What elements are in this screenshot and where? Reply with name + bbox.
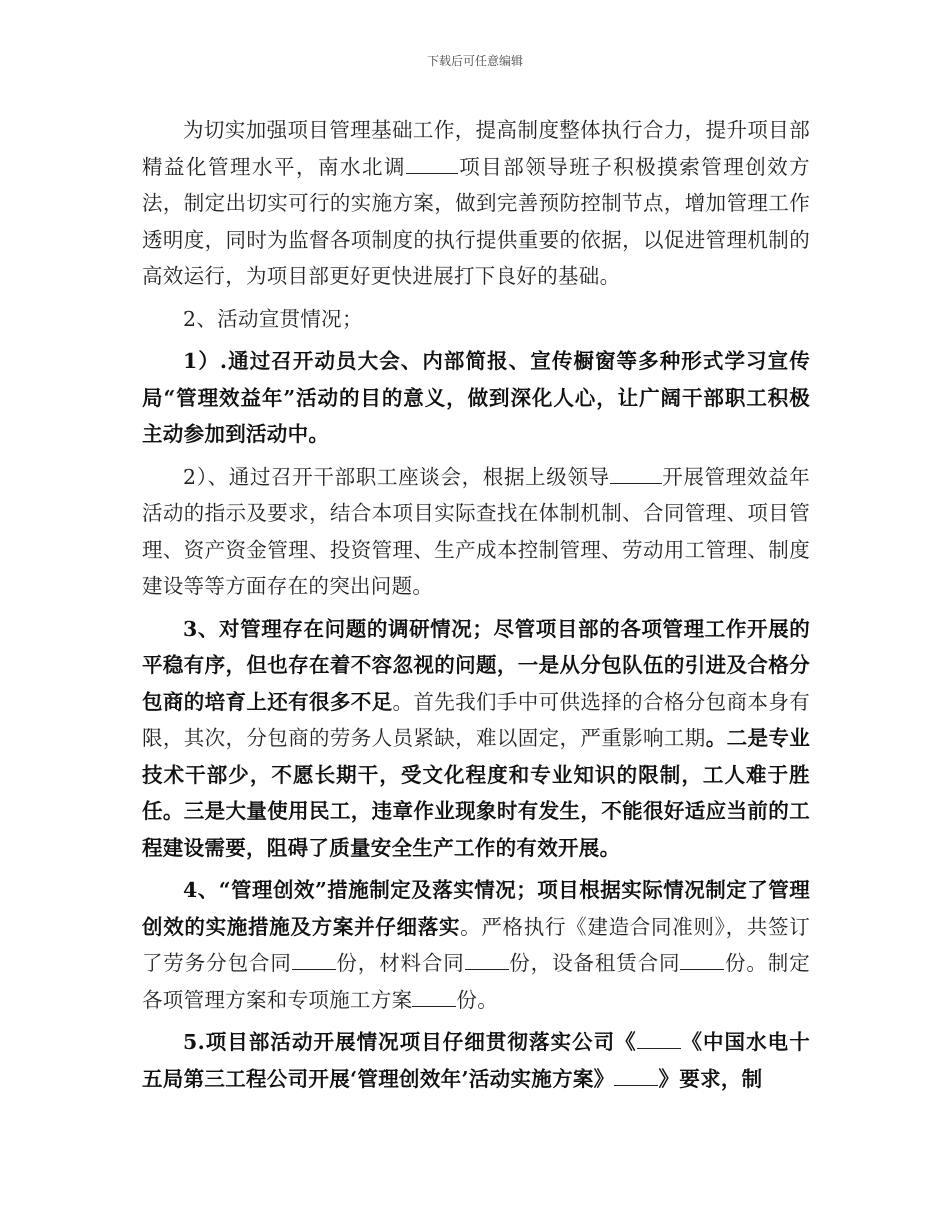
s4-text-d: 份。制定各项管理方案和专项施工方案: [142, 951, 811, 1012]
s3-normal-text: 。首先我们手中可供选择的合格分包商本身有限，其次，分包商的劳务人员紧缺，难以固定，严重影响工期: [142, 689, 810, 750]
blank-line: [406, 173, 458, 174]
section-3-paragraph: [142, 611, 810, 867]
blank-line: [610, 483, 662, 484]
intro-text: 为切实加强项目管理基础工作，提高制度整体执行合力，提升项目部精益化管理水平，南水北调: [142, 118, 810, 179]
s4-bold-text: 4、“管理创效”措施制定及落实情况；项目根据实际情况制定了管理创效的实施措施及方案并仔细落实: [142, 878, 810, 939]
s3-bold-text: 3、对管理存在问题的调研情况；尽管项目部的各项管理工作开展的平稳有序，但也存在着不容忽视的问题，一是从分包队伍的引进及合格分包商的培育上还有很多不足: [142, 616, 810, 714]
s2-2-text: 2）、通过召开干部职工座谈会，根据上级领导: [183, 464, 610, 489]
s5-text-a: 5.项目部活动开展情况项目仔细贯彻落实公司《: [183, 1030, 637, 1054]
blank-line: [637, 1048, 681, 1049]
s5-text-b: 《中国水电十五局第三工程公司开展‘管理创效年’活动实施方案》: [142, 1030, 810, 1091]
section-2-item-1: 1）.通过召开动员大会、内部简报、宣传橱窗等多种形式学习宣传局“管理效益年”活动的目的意义，做到深化人心，让广阔干部职工积极主动参加到活动中。: [142, 349, 810, 446]
s4-text-e: 份。: [456, 987, 499, 1012]
document-body: [142, 112, 810, 1097]
s4-text-b: 份，材料合同: [335, 951, 465, 975]
s3-bold-text-2: 。二是专业技术干部少，不愿长期干，受文化程度和专业知识的限制，工人难于胜任。三是大量使用民工，违章作业现象时有发生，不能很好适应当前的工程建设需要，阻碍了质量安全生产工作的有效开展。: [142, 726, 810, 860]
intro-paragraph: [142, 112, 810, 295]
page-header: 下载后可任意编辑: [426, 54, 523, 68]
s5-text-c: 》要求，制: [658, 1066, 763, 1091]
blank-line: [614, 1085, 658, 1086]
section-4-paragraph: [142, 872, 810, 1018]
s2-2-text-cont: 开展管理效益年活动的指示及要求，结合本项目实际查找在体制机制、合同管理、项目管理、资产资金管理、投资管理、生产成本控制管理、劳动用工管理、制度建设等等方面存在的突出问题。: [142, 464, 811, 598]
section-2-title: 2、活动宣贯情况；: [183, 306, 363, 331]
blank-line: [680, 969, 724, 970]
s4-text-c: 份，设备租赁合同: [508, 951, 681, 975]
s4-text-a: 。严格执行《建造合同准则》，共签订了劳务分包合同: [142, 914, 810, 975]
blank-line: [465, 969, 509, 970]
section-5-paragraph: [142, 1024, 810, 1097]
section-2-item-2: [142, 459, 810, 605]
blank-line: [412, 1006, 456, 1007]
intro-text-cont: 项目部领导班子积极摸索管理创效方法，制定出切实可行的实施方案，做到完善预防控制节点，增加管理工作透明度，同时为监督各项制度的执行提供重要的依据，以促进管理机制的高效运行，为项目部更好更快进展打下良好的基础。: [142, 154, 810, 288]
blank-line: [292, 969, 336, 970]
